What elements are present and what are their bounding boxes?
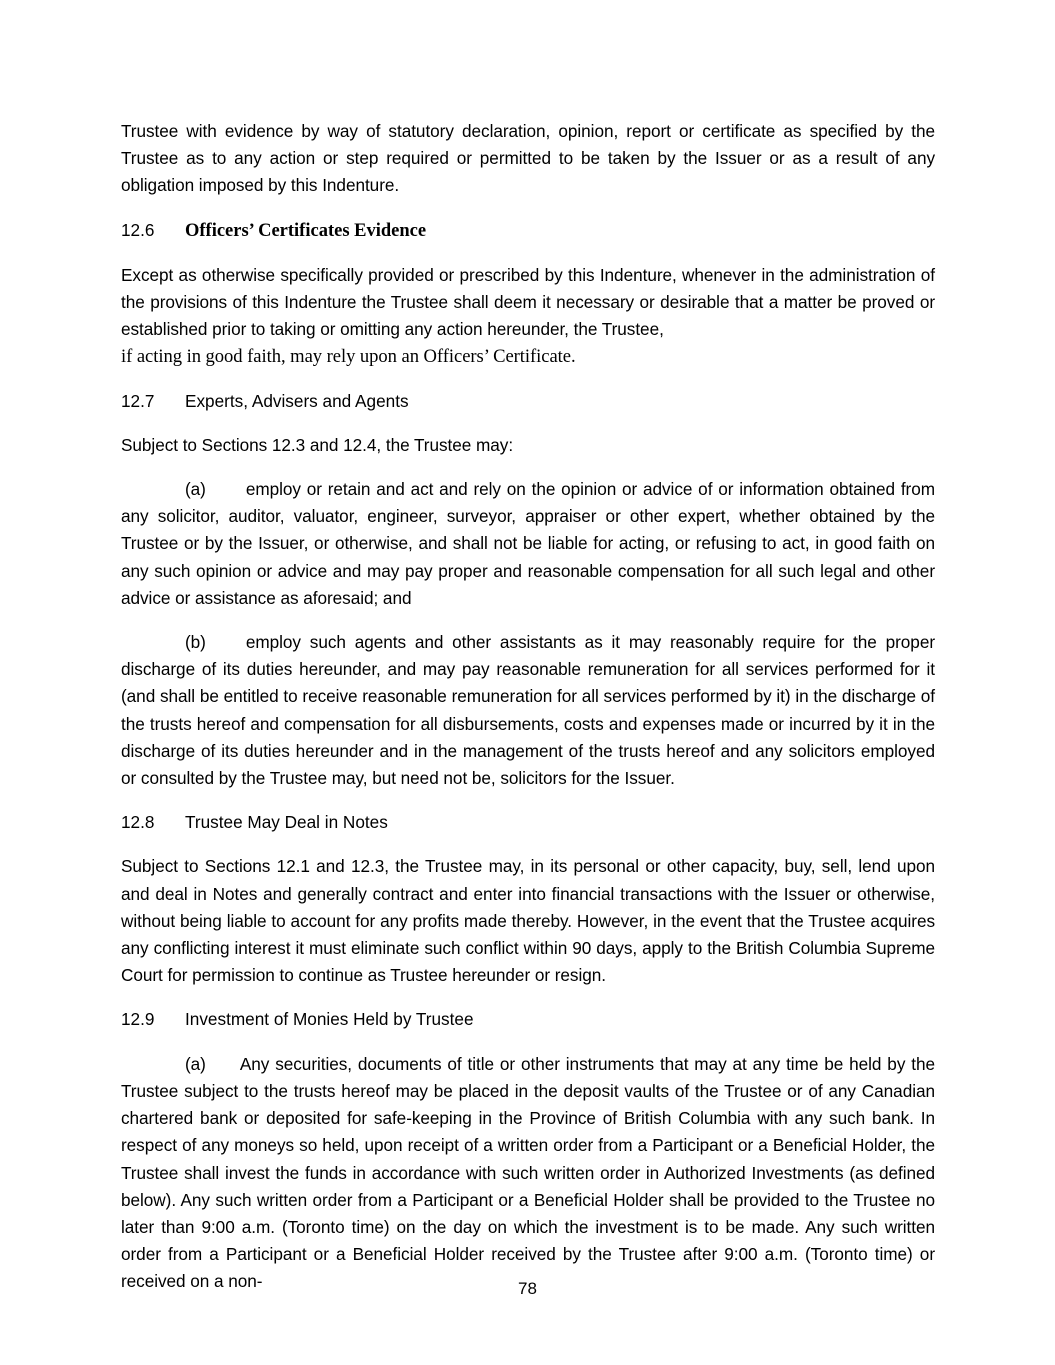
- list-item-12-9-a: [121, 1051, 935, 1296]
- section-heading-12-6: [121, 217, 935, 245]
- section-title-12-7: Experts, Advisers and Agents: [185, 390, 409, 411]
- section-title-12-6: Officers’ Certificates Evidence: [185, 220, 427, 241]
- list-text-12-7-a: employ or retain and act and rely on the opinion or advice of or information obtained from any solicitor, auditor, valuator, engineer, surveyor, appraiser or other expert, whether obtained by the Trustee or by the Issuer, or otherwise, and shall not be liable for acting, or refusing to act, in good faith on any such opinion or advice and may pay proper and reasonable compensation for all such legal and other advice or assistance as aforesaid; and: [121, 479, 935, 608]
- section-title-12-9: Investment of Monies Held by Trustee: [185, 1009, 474, 1030]
- list-text-12-7-b: employ such agents and other assistants as it may reasonably require for the proper discharge of its duties hereunder, and may pay reasonable remuneration for all services performed for it (and shall be entitled to receive reasonable remuneration for all services performed by it) in the discharge of the trusts hereof and compensation for all disbursements, costs and expenses made or incurred by it in the discharge of its duties hereunder and in the management of the trusts hereof and any solicitors employed or consulted by the Trustee may, but need not be, solicitors for the Issuer.: [121, 632, 935, 789]
- list-label-12-7-a: (a): [185, 479, 206, 500]
- page-number: 78: [518, 1279, 537, 1298]
- list-label-12-7-b: (b): [185, 632, 206, 653]
- section-heading-12-8: [121, 809, 935, 836]
- section-heading-12-9: [121, 1006, 935, 1033]
- list-label-12-9-a: (a): [185, 1053, 206, 1074]
- list-text-12-9-a: Any securities, documents of title or other instruments that may at any time be held by the Trustee subject to the trusts hereof may be placed in the deposit vaults of the Trustee or of any Canadian chartered bank or deposited for safe-keeping in the Province of British Columbia with any such bank. In respect of any moneys so held, upon receipt of a written order from a Participant or a Beneficial Holder, the Trustee shall invest the funds in accordance with such written order in Authorized Investments (as defined below). Any such written order from a Participant or a Beneficial Holder shall be provided to the Trustee no later than 9:00 a.m. (Toronto time) on the day on which the investment is to be made. Any such written order from a Participant or a Beneficial Holder received by the Trustee after 9:00 a.m. (Toronto time) or received on a non-: [121, 1053, 935, 1292]
- paragraph-intro: Trustee with evidence by way of statutory declaration, opinion, report or certificate as specified by the Trustee as to any action or step required or permitted to be taken by the Issuer or as a result of any obligation imposed by this Indenture.: [121, 121, 935, 196]
- paragraph-12-6-b: if acting in good faith, may rely upon an Officers’ Certificate.: [121, 346, 576, 368]
- section-heading-12-7: [121, 388, 935, 415]
- list-item-12-7-a: [121, 476, 935, 612]
- paragraph-12-8: Subject to Sections 12.1 and 12.3, the Trustee may, in its personal or other capacity, buy, sell, lend upon and deal in Notes and generally contract and enter into financial transactions with the Issuer or otherwise, without being liable to account for any profits made thereby. However, in the event that the Trustee acquires any conflicting interest it must eliminate such conflict within 90 days, apply to the British Columbia Supreme Court for permission to continue as Trustee hereunder or resign.: [121, 856, 935, 986]
- section-number-12-7: 12.7: [121, 390, 155, 411]
- list-item-12-7-b: [121, 629, 935, 792]
- section-number-12-6: 12.6: [121, 219, 155, 240]
- section-title-12-8: Trustee May Deal in Notes: [185, 812, 388, 833]
- section-number-12-9: 12.9: [121, 1009, 155, 1030]
- paragraph-12-6-a: Except as otherwise specifically provided or prescribed by this Indenture, whenever in the administration of the provisions of this Indenture the Trustee shall deem it necessary or desirable that a matter be proved or established prior to taking or omitting any action hereunder, the Trustee,: [121, 264, 935, 340]
- section-number-12-8: 12.8: [121, 812, 155, 833]
- paragraph-12-7-lead: Subject to Sections 12.3 and 12.4, the Trustee may:: [121, 434, 514, 455]
